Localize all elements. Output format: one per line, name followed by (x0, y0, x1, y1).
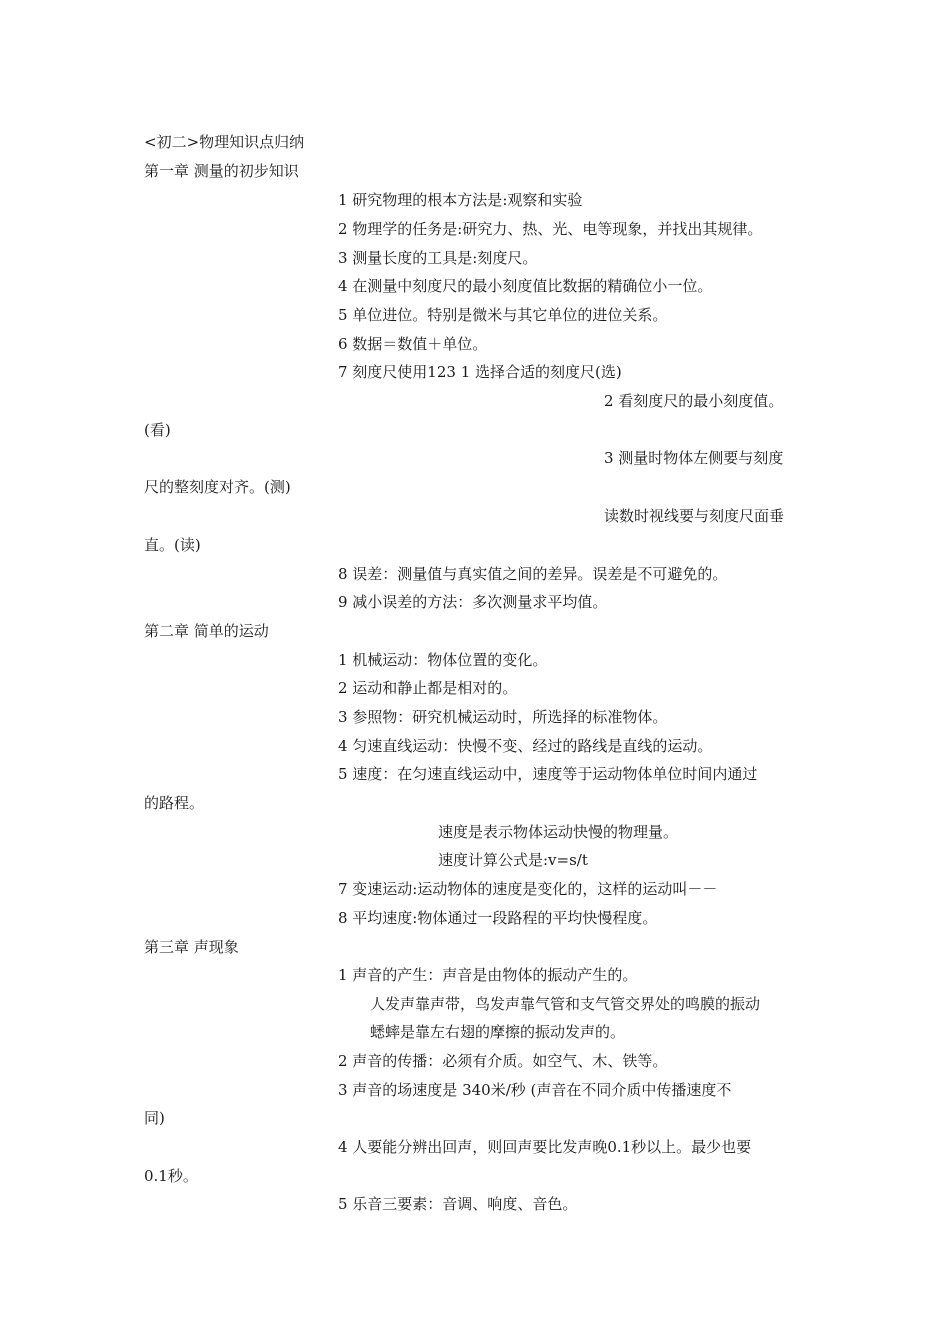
list-item: 7 变速运动:运动物体的速度是变化的，这样的运动叫－－ (338, 880, 718, 898)
continuation-text: 的路程。 (144, 794, 205, 812)
continuation-text: 同) (144, 1109, 165, 1127)
sub-item: 读数时视线要与刻度尺面垂 (604, 507, 785, 525)
list-item: 3 参照物：研究机械运动时，所选择的标准物体。 (338, 708, 668, 726)
chapter-heading: 第三章 声现象 (144, 938, 239, 956)
continuation-text: 直。(读) (144, 536, 201, 554)
sub-item: 速度是表示物体运动快慢的物理量。 (438, 823, 679, 841)
chapter-heading: 第二章 简单的运动 (144, 622, 269, 640)
list-item: 3 声音的场速度是 340米/秒 (声音在不同介质中传播速度不 (338, 1081, 732, 1099)
list-item: 4 在测量中刻度尺的最小刻度值比数据的精确位小一位。 (338, 277, 713, 295)
list-item: 5 速度：在匀速直线运动中，速度等于运动物体单位时间内通过 (338, 765, 758, 783)
list-item: 2 声音的传播：必须有介质。如空气、木、铁等。 (338, 1052, 668, 1070)
sub-item: 2 看刻度尺的最小刻度值。 (604, 392, 784, 410)
list-item: 7 刻度尺使用123 1 选择合适的刻度尺(选) (338, 363, 622, 381)
list-item: 5 单位进位。特别是微米与其它单位的进位关系。 (338, 306, 668, 324)
formula-line: 速度计算公式是:v=s/t (438, 851, 588, 869)
continuation-text: 0.1秒。 (144, 1167, 198, 1185)
list-item: 4 人要能分辨出回声，则回声要比发声晚0.1秒以上。最少也要 (338, 1138, 752, 1156)
list-item: 6 数据＝数值＋单位。 (338, 335, 488, 353)
list-item: 3 测量长度的工具是:刻度尺。 (338, 249, 538, 267)
sub-item: 蟋蟀是靠左右翅的摩擦的振动发声的。 (370, 1023, 626, 1041)
list-item: 9 减小误差的方法：多次测量求平均值。 (338, 593, 608, 611)
list-item: 4 匀速直线运动：快慢不变、经过的路线是直线的运动。 (338, 737, 713, 755)
list-item: 2 物理学的任务是:研究力、热、光、电等现象，并找出其规律。 (338, 220, 763, 238)
list-item: 1 研究物理的根本方法是:观察和实验 (338, 191, 583, 209)
continuation-text: 尺的整刻度对齐。(测) (144, 478, 291, 496)
list-item: 8 平均速度:物体通过一段路程的平均快慢程度。 (338, 909, 658, 927)
list-item: 1 声音的产生：声音是由物体的振动产生的。 (338, 966, 638, 984)
list-item: 2 运动和静止都是相对的。 (338, 679, 518, 697)
continuation-text: (看) (144, 421, 171, 439)
list-item: 8 误差：测量值与真实值之间的差异。误差是不可避免的。 (338, 565, 728, 583)
list-item: 1 机械运动：物体位置的变化。 (338, 651, 548, 669)
sub-item: 人发声靠声带，鸟发声靠气管和支气管交界处的鸣膜的振动 (370, 995, 761, 1013)
document-title: <初二>物理知识点归纳 (144, 133, 305, 151)
chapter-heading: 第一章 测量的初步知识 (144, 162, 299, 180)
list-item: 5 乐音三要素：音调、响度、音色。 (338, 1195, 578, 1213)
sub-item: 3 测量时物体左侧要与刻度 (604, 449, 784, 467)
